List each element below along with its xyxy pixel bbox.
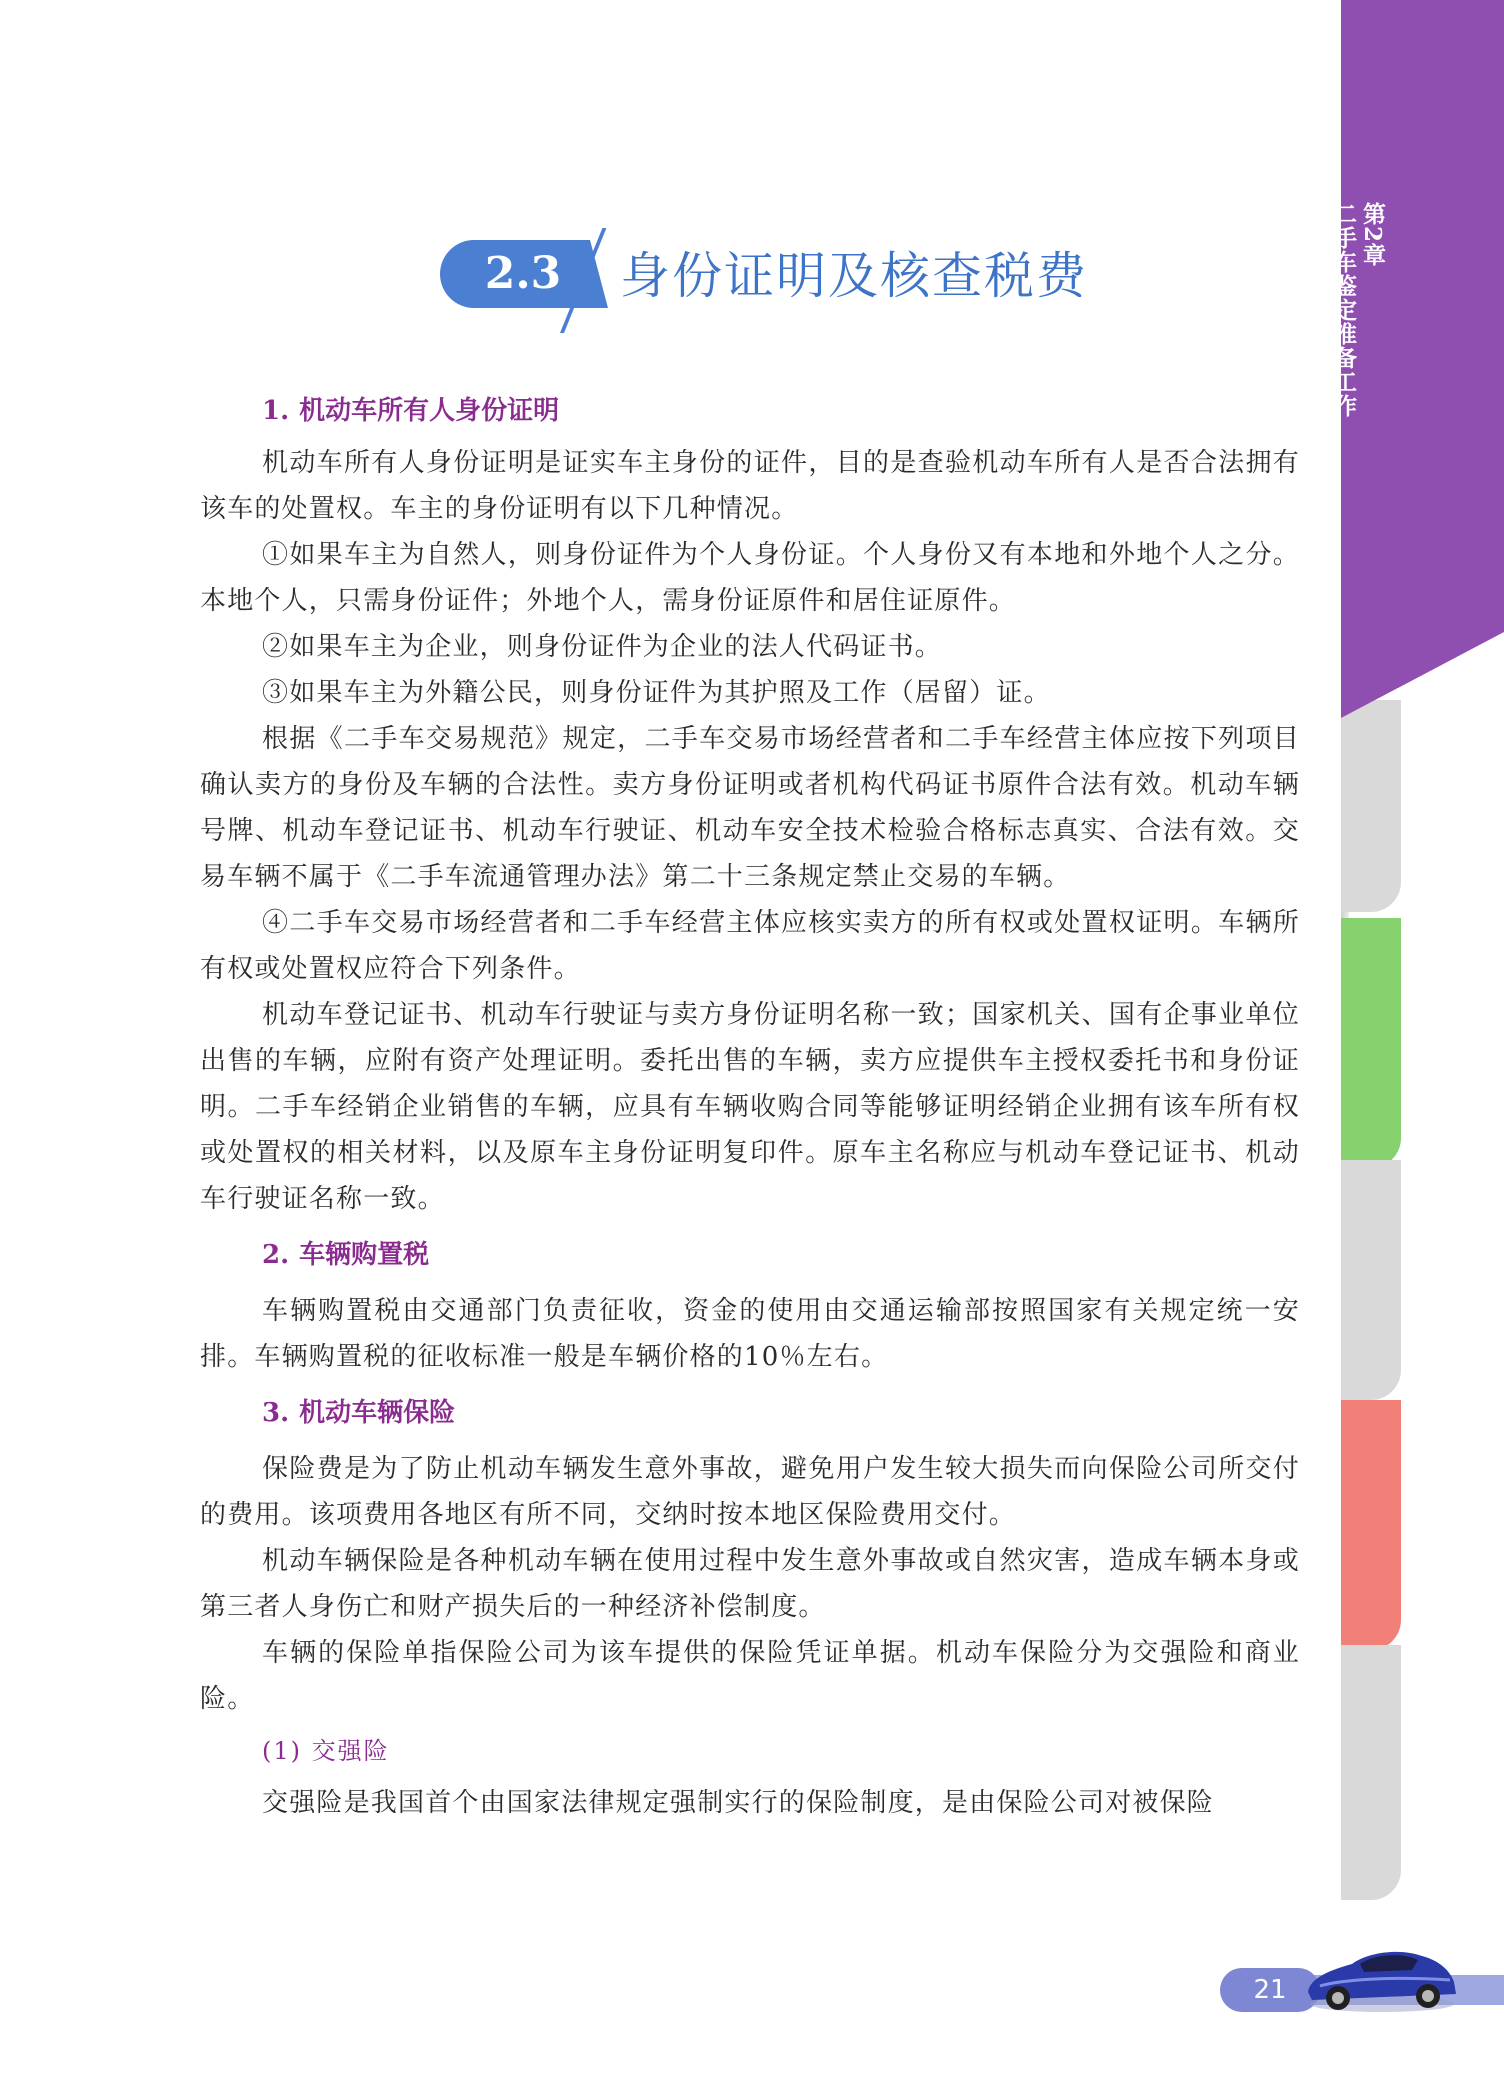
- heading-3-text: 机动车辆保险: [299, 1398, 456, 1428]
- section-title: 身份证明及核查税费: [620, 247, 1088, 305]
- paragraph: 车辆购置税由交通部门负责征收，资金的使用由交通运输部按照国家有关规定统一安排。车辆购置税的征收标准一般是车辆价格的10％左右。: [200, 1296, 1300, 1372]
- chapter-tab-grey-2[interactable]: [1341, 1160, 1401, 1400]
- page-content: [200, 388, 1300, 1826]
- chapter-tab-grey-3[interactable]: [1341, 1645, 1401, 1900]
- page-number: 21: [1253, 1975, 1287, 2005]
- paragraph: ①如果车主为自然人，则身份证件为个人身份证。个人身份又有本地和外地个人之分。本地个人，只需身份证件；外地个人，需身份证原件和居住证原件。: [200, 540, 1300, 616]
- heading-3: [262, 1390, 1300, 1436]
- chapter-tab-grey-1[interactable]: [1341, 700, 1401, 912]
- paragraph: ③如果车主为外籍公民，则身份证件为其护照及工作（居留）证。: [262, 678, 1051, 708]
- paragraph: 机动车登记证书、机动车行驶证与卖方身份证明名称一致；国家机关、国有企事业单位出售的车辆，应附有资产处理证明。委托出售的车辆，卖方应提供车主授权委托书和身份证明。二手车经销企业销售的车辆，应具有车辆收购合同等能够证明经销企业拥有该车所有权或处置权的相关材料，以及原车主身份证明复印件。原车主名称应与机动车登记证书、机动车行驶证名称一致。: [200, 1000, 1300, 1214]
- chapter-number: 第2章: [1359, 202, 1386, 268]
- paragraph: 交强险是我国首个由国家法律规定强制实行的保险制度，是由保险公司对被保险: [262, 1788, 1215, 1818]
- sub-heading: (1) 交强险: [262, 1737, 390, 1765]
- paragraph: ④二手车交易市场经营者和二手车经营主体应核实卖方的所有权或处置权证明。车辆所有权或处置权应符合下列条件。: [200, 908, 1300, 984]
- chapter-title: 二手车鉴定准备工作: [1330, 202, 1357, 418]
- heading-3-number: 3.: [262, 1398, 290, 1428]
- heading-1: [262, 388, 1300, 434]
- paragraph: 机动车所有人身份证明是证实车主身份的证件，目的是查验机动车所有人是否合法拥有该车的处置权。车主的身份证明有以下几种情况。: [200, 448, 1300, 524]
- heading-2: [262, 1232, 1300, 1278]
- chapter-tab-red[interactable]: [1341, 1400, 1401, 1650]
- chapter-label: [1330, 202, 1387, 418]
- sports-car-icon: [1300, 1930, 1460, 2020]
- paragraph: 保险费是为了防止机动车辆发生意外事故，避免用户发生较大损失而向保险公司所交付的费用。该项费用各地区有所不同，交纳时按本地区保险费用交付。: [200, 1454, 1300, 1530]
- paragraph: 车辆的保险单指保险公司为该车提供的保险凭证单据。机动车保险分为交强险和商业险。: [200, 1638, 1300, 1714]
- heading-1-text: 机动车所有人身份证明: [299, 396, 560, 426]
- chapter-tab-green[interactable]: [1341, 918, 1401, 1168]
- heading-1-number: 1.: [262, 396, 290, 426]
- heading-2-text: 车辆购置税: [299, 1240, 430, 1270]
- paragraph: 根据《二手车交易规范》规定，二手车交易市场经营者和二手车经营主体应按下列项目确认卖方的身份及车辆的合法性。卖方身份证明或者机构代码证书原件合法有效。机动车辆号牌、机动车登记证书、机动车行驶证、机动车安全技术检验合格标志真实、合法有效。交易车辆不属于《二手车流通管理办法》第二十三条规定禁止交易的车辆。: [200, 724, 1300, 892]
- heading-2-number: 2.: [262, 1240, 290, 1270]
- paragraph: 机动车辆保险是各种机动车辆在使用过程中发生意外事故或自然灾害，造成车辆本身或第三者人身伤亡和财产损失后的一种经济补偿制度。: [200, 1546, 1300, 1622]
- section-number: 2.3: [484, 248, 562, 299]
- paragraph: ②如果车主为企业，则身份证件为企业的法人代码证书。: [262, 632, 943, 662]
